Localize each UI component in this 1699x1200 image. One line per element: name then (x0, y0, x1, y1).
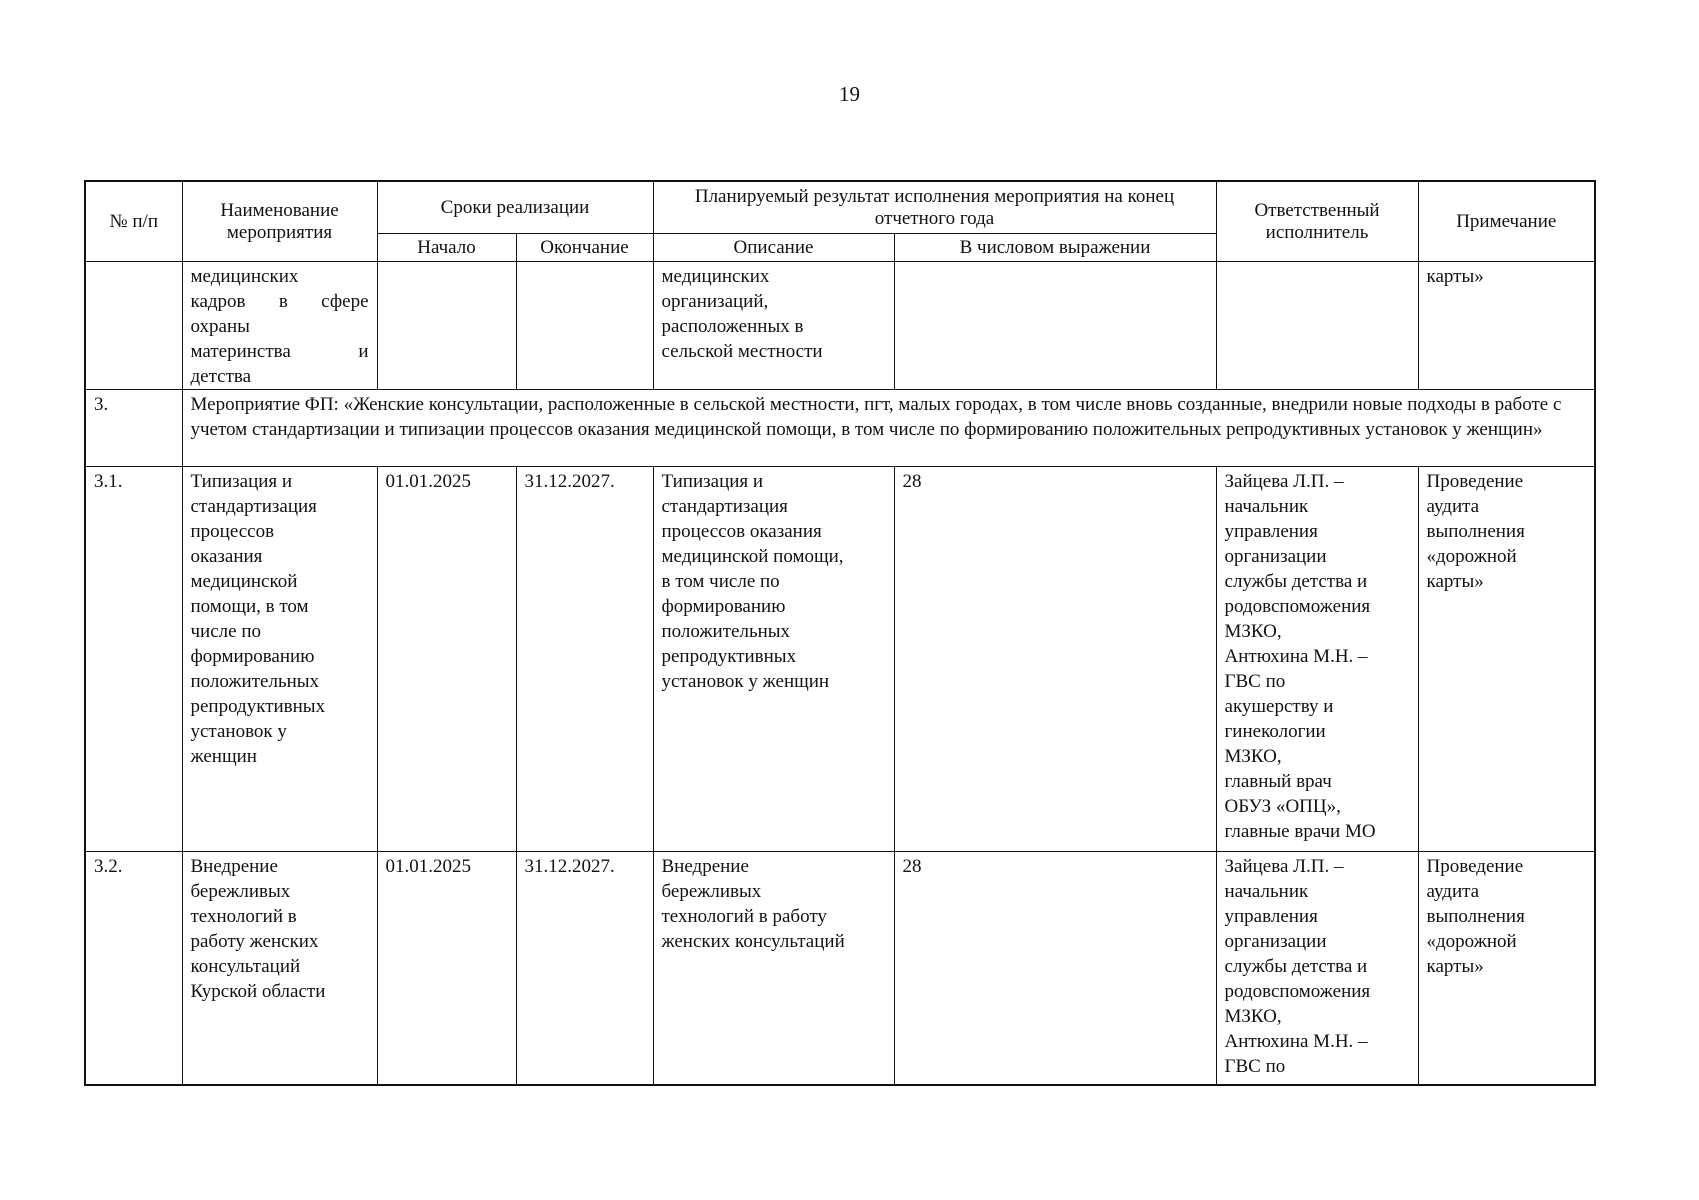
header-start: Начало (377, 233, 516, 261)
cell-start (377, 261, 516, 389)
cell-responsible: Зайцева Л.П. – начальник управления организации службы детства и родовспоможения МЗКО, Антюхина М.Н. – ГВС по акушерству и гинекологии МЗКО, главный врач ОБУЗ «ОПЦ», главные врачи МО (1216, 466, 1418, 851)
cell-description: медицинских организаций, расположенных в сельской местности (653, 261, 894, 389)
table-row-continued (85, 261, 1595, 389)
cell-end: 31.12.2027. (516, 851, 653, 1085)
header-note: Примечание (1418, 181, 1595, 261)
cell-start: 01.01.2025 (377, 851, 516, 1085)
cell-note: Проведение аудита выполнения «дорожной карты» (1418, 466, 1595, 851)
cell-num: 3.1. (85, 466, 182, 851)
section-num: 3. (85, 389, 182, 466)
table-row (85, 466, 1595, 851)
cell-num: 3.2. (85, 851, 182, 1085)
table-row (85, 851, 1595, 1085)
cell-numeric: 28 (894, 466, 1216, 851)
header-description: Описание (653, 233, 894, 261)
cell-end: 31.12.2027. (516, 466, 653, 851)
cell-name: Внедрение бережливых технологий в работу женских консультаций Курской области (182, 851, 377, 1085)
cell-start: 01.01.2025 (377, 466, 516, 851)
plan-table (84, 180, 1596, 1086)
header-end: Окончание (516, 233, 653, 261)
cell-responsible (1216, 261, 1418, 389)
section-row (85, 389, 1595, 466)
cell-description: Типизация и стандартизация процессов оказания медицинской помощи, в том числе по формированию положительных репродуктивных установок у женщин (653, 466, 894, 851)
cell-name: медицинских кадров в сфере охраны материнства и детства (182, 261, 377, 389)
header-responsible: Ответственный исполнитель (1216, 181, 1418, 261)
cell-numeric: 28 (894, 851, 1216, 1085)
header-num: № п/п (85, 181, 182, 261)
header-name: Наименование мероприятия (182, 181, 377, 261)
cell-end (516, 261, 653, 389)
cell-note: карты» (1418, 261, 1595, 389)
cell-numeric (894, 261, 1216, 389)
header-numeric: В числовом выражении (894, 233, 1216, 261)
header-result: Планируемый результат исполнения мероприятия на конец отчетного года (653, 181, 1216, 233)
cell-num (85, 261, 182, 389)
cell-name: Типизация и стандартизация процессов оказания медицинской помощи, в том числе по формированию положительных репродуктивных установок у женщин (182, 466, 377, 851)
cell-responsible: Зайцева Л.П. – начальник управления организации службы детства и родовспоможения МЗКО, Антюхина М.Н. – ГВС по (1216, 851, 1418, 1085)
section-title: Мероприятие ФП: «Женские консультации, расположенные в сельской местности, пгт, малых городах, в том числе вновь созданные, внедрили новые подходы в работе с учетом стандартизации и типизации процессов оказания медицинской помощи, в том числе по формированию положительных репродуктивных установок у женщин» (182, 389, 1595, 466)
cell-note: Проведение аудита выполнения «дорожной карты» (1418, 851, 1595, 1085)
cell-description: Внедрение бережливых технологий в работу женских консультаций (653, 851, 894, 1085)
header-terms: Сроки реализации (377, 181, 653, 233)
page-number: 19 (839, 82, 860, 106)
